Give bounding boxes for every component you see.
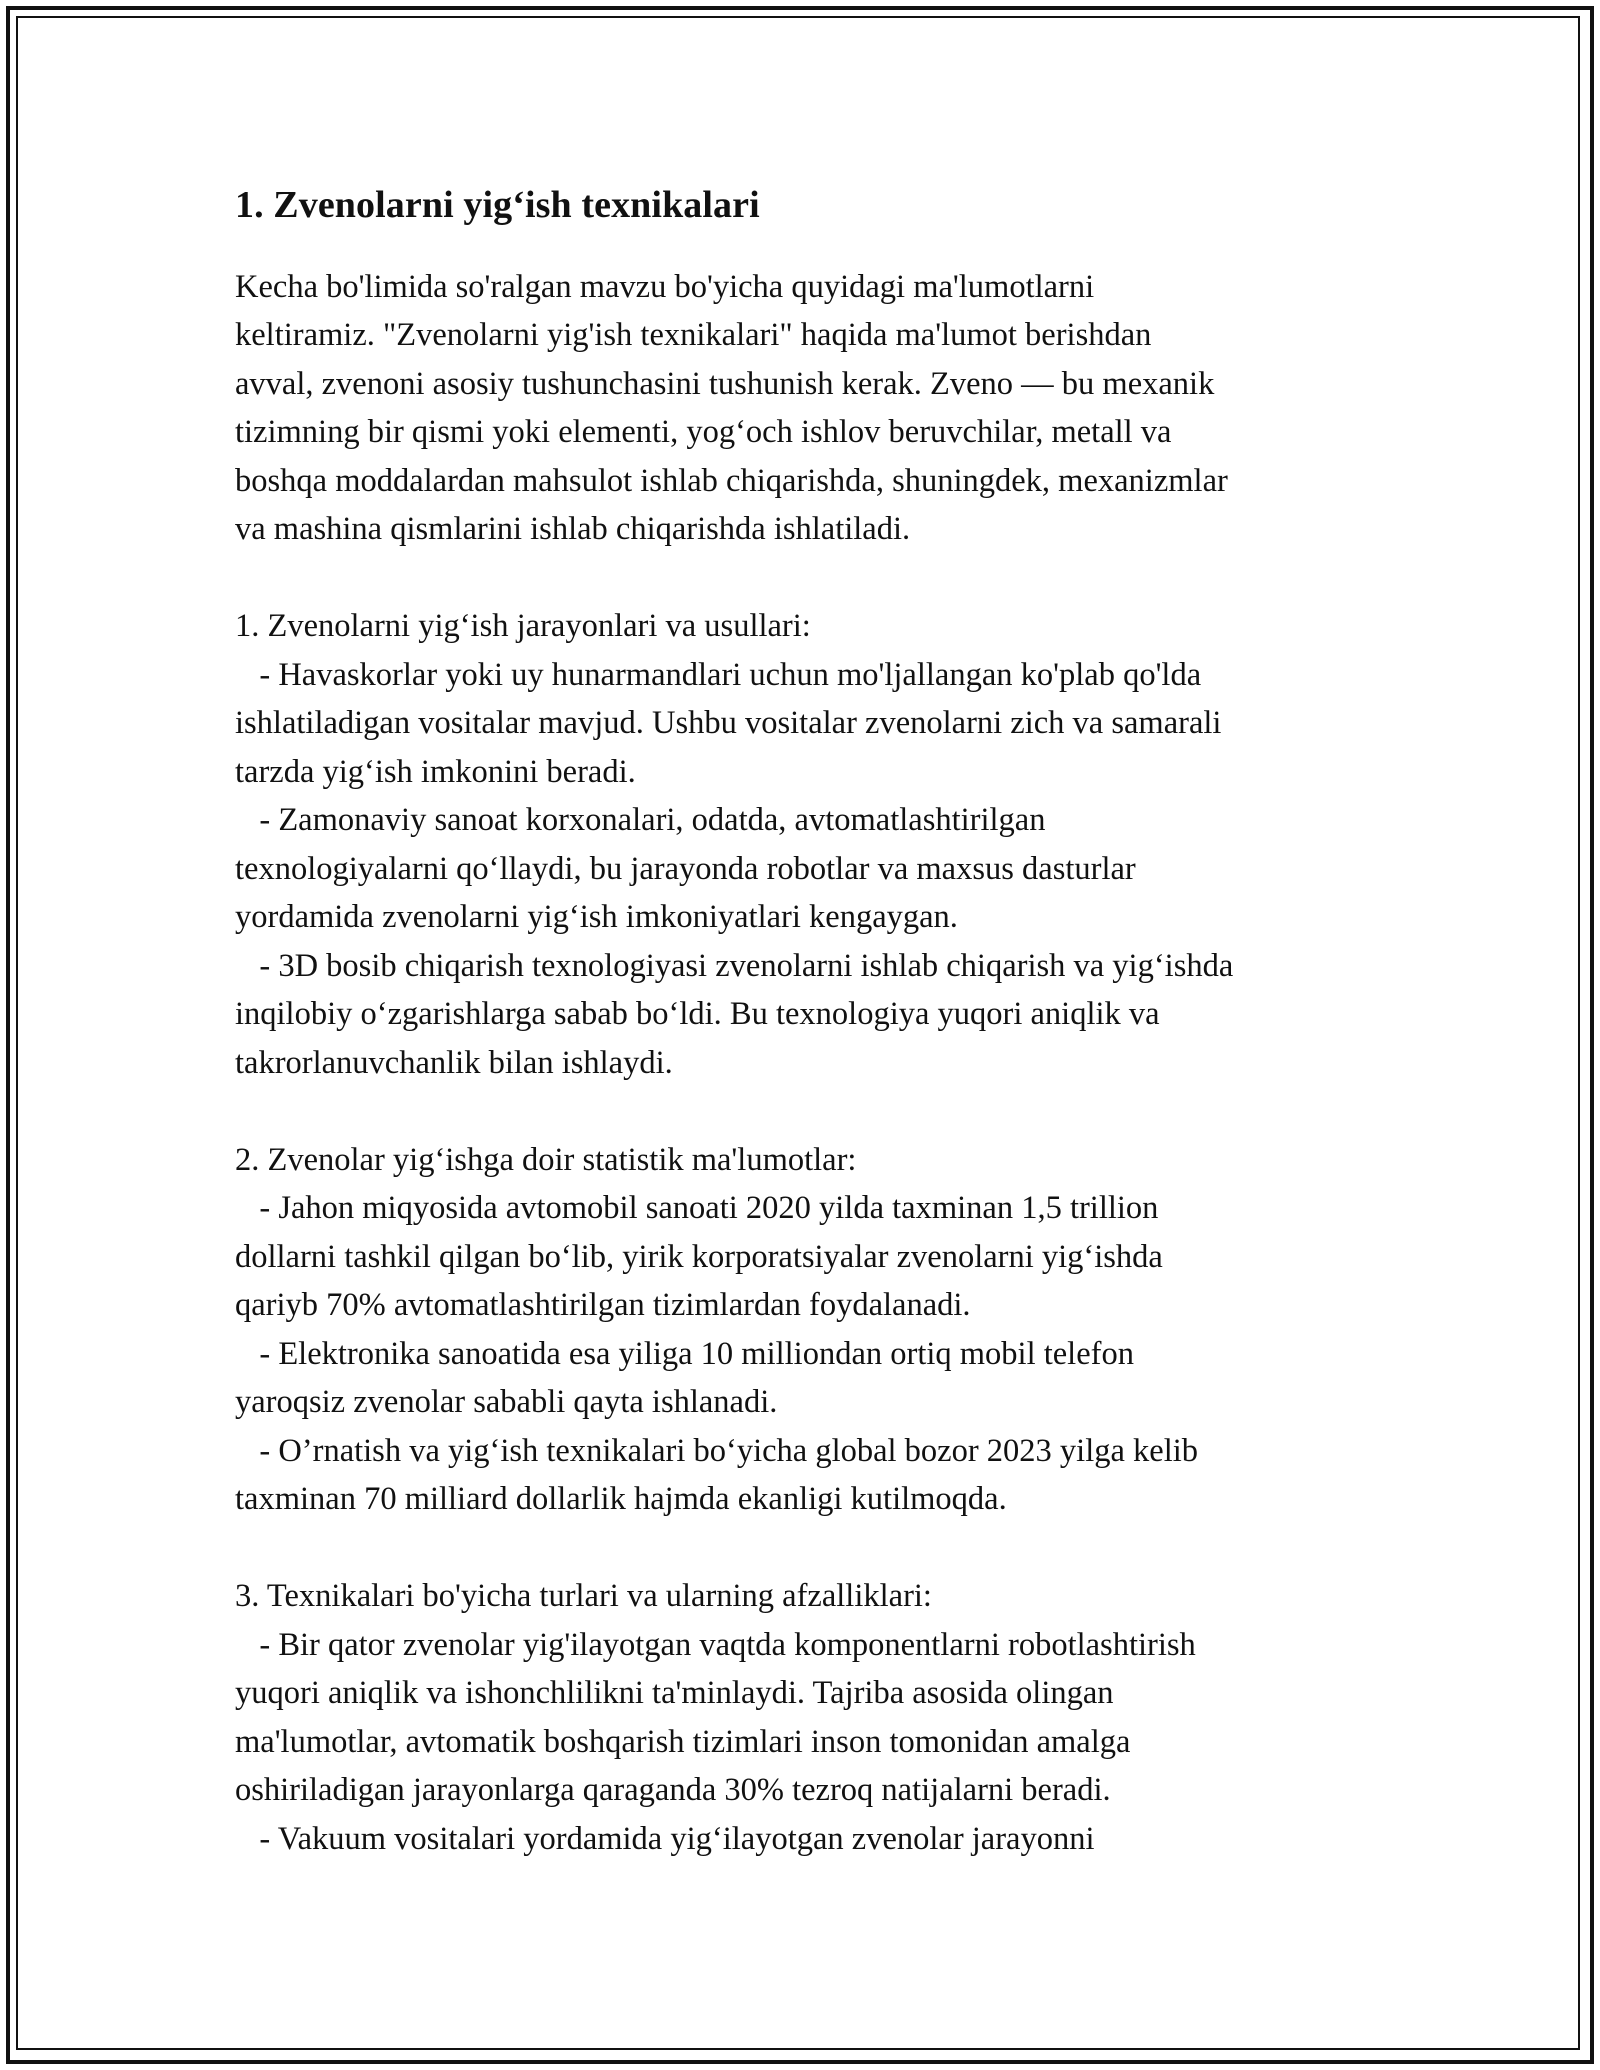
- document-body: Kecha bo'limida so'ralgan mavzu bo'yicha quyidagi ma'lumotlarni keltiramiz. "Zvenolarni yig'ish texnikalari" haqida ma'lumot berishdan avval, zvenoni asosiy tushunchasini tushunish kerak. Zveno — bu mexanik tizimning bir qismi yoki elementi, yog‘och ishlov beruvchilar, metall va boshqa moddalardan mahsulot ishlab chiqarishda, shuningdek, mexanizmlar va mashina qismlarini ishlab chiqarishda ishlatiladi. 1. Zvenolarni yig‘ish jarayonlari va usullari: - Havaskorlar yoki uy hunarmandlari uchun mo'ljallangan ko'plab qo'lda ishlatiladigan vositalar mavjud. Ushbu vositalar zvenolarni zich va samarali tarzda yig‘ish imkonini beradi. - Zamonaviy sanoat korxonalari, odatda, avtomatlashtirilgan texnologiyalarni qo‘llaydi, bu jarayonda robotlar va maxsus dasturlar yordamida zvenolarni yig‘ish imkoniyatlari kengaygan. - 3D bosib chiqarish texnologiyasi zvenolarni ishlab chiqarish va yig‘ishda inqilobiy o‘zgarishlarga sabab bo‘ldi. Bu texnologiya yuqori aniqlik va takrorlanuvchanlik bilan ishlaydi. 2. Zvenolar yig‘ishga doir statistik ma'lumotlar: - Jahon miqyosida avtomobil sanoati 2020 yilda taxminan 1,5 trillion dollarni tashkil qilgan bo‘lib, yirik korporatsiyalar zvenolarni yig‘ishda qariyb 70% avtomatlashtirilgan tizimlardan foydalanadi. - Elektronika sanoatida esa yiliga 10 milliondan ortiq mobil telefon yaroqsiz zvenolar sababli qayta ishlanadi. - O’rnatish va yig‘ish texnikalari bo‘yicha global bozor 2023 yilga kelib taxminan 70 milliard dollarlik hajmda ekanligi kutilmoqda. 3. Texnikalari bo'yicha turlari va ularning afzalliklari: - Bir qator zvenolar yig'ilayotgan vaqtda komponentlarni robotlashtirish yuqori aniqlik va ishonchlilikni ta'minlaydi. Tajriba asosida olingan ma'lumotlar, avtomatik boshqarish tizimlari inson tomonidan amalga oshiriladigan jarayonlarga qaraganda 30% tezroq natijalarni beradi. - Vakuum vositalari yordamida yig‘ilayotgan zvenolar jarayonni: [235, 268, 1234, 1857]
- document-content: [235, 183, 1375, 1863]
- document-title: 1. Zvenolarni yig‘ish texnikalari: [235, 184, 760, 226]
